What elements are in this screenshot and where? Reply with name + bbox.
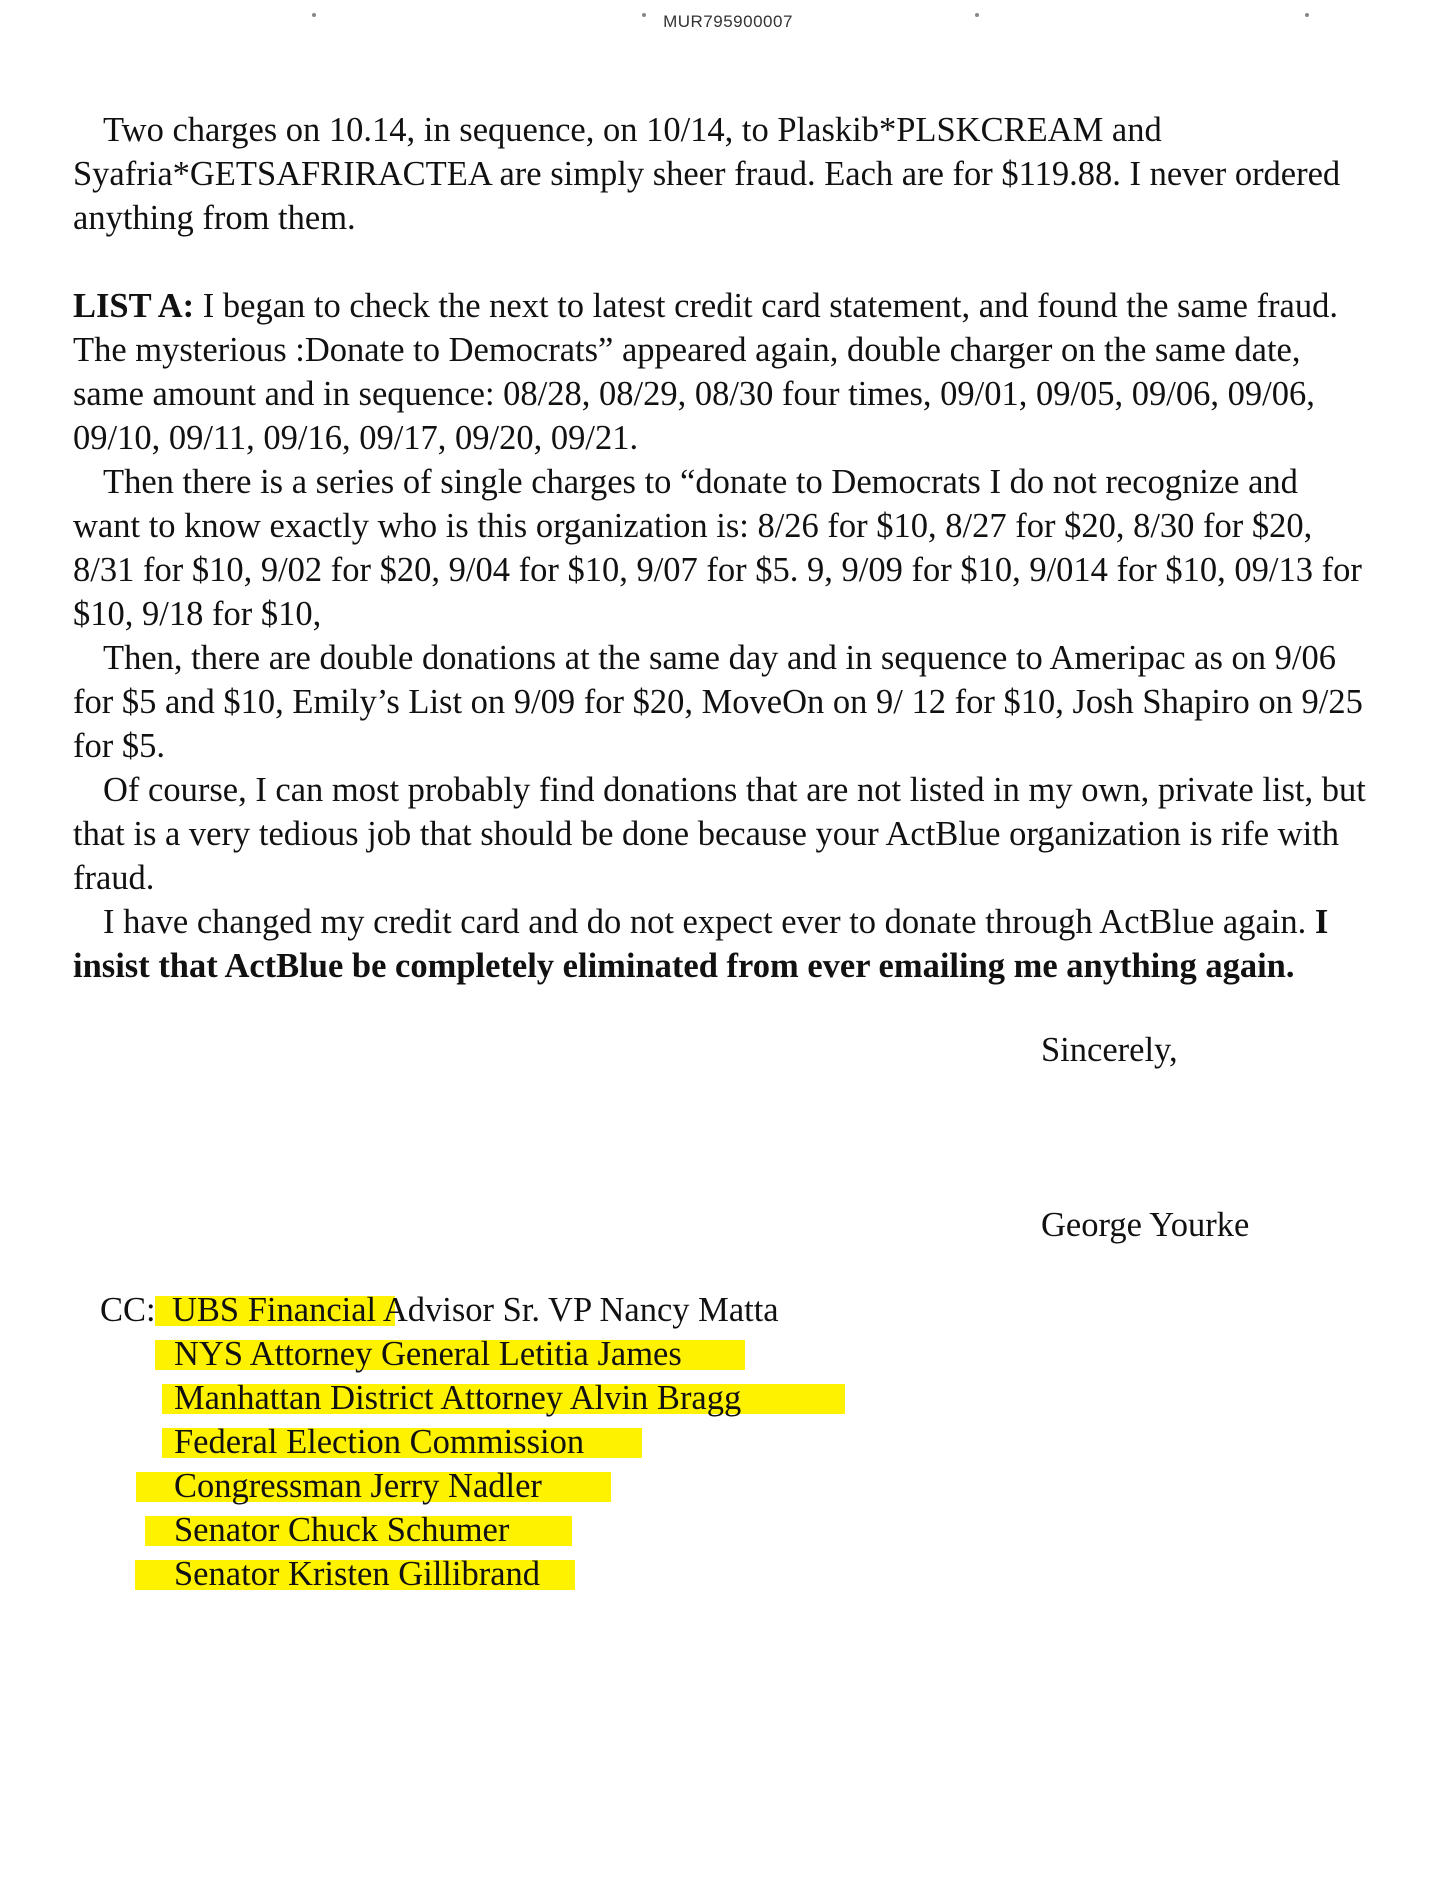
list-a-text: I began to check the next to latest credit card statement, and found the same fraud. The mysterious :Donate to Democrats” appeared again, double charger on the same date, same amount and in sequence: 08/28, 08/29, 08/30 four times, 09/01, 09/05, 09/06, 09/06, 09/10, 09/11, 09/16, 09/17, 09/20, 09/21.	[73, 287, 1338, 457]
paragraph-single-charges: Then there is a series of single charges to “donate to Democrats I do not recognize and want to know exactly who is this organization is: 8/26 for $10, 8/27 for $20, 8/30 for $20, 8/31 for $10, 9/02 for $20, 9/04 for $10, 9/07 for $5. 9, 9/09 for $10, 9/014 for $10, 09/13 for $10, 9/18 for $10,	[73, 463, 1362, 633]
paragraph-demand	[73, 900, 1373, 988]
cc-recipient: Senator Chuck Schumer	[174, 1511, 510, 1549]
scan-speck	[312, 13, 316, 17]
demand-text: I have changed my credit card and do not expect ever to donate through ActBlue again.	[103, 903, 1315, 941]
cc-recipient: UBS Financial Advisor Sr. VP Nancy Matta	[172, 1291, 779, 1329]
paragraph-list-a	[73, 284, 1373, 460]
letter-body	[73, 108, 1373, 988]
cc-recipient: Senator Kristen Gillibrand	[174, 1555, 541, 1593]
list-a-label: LIST A:	[73, 287, 195, 325]
scan-speck	[642, 13, 646, 17]
cc-recipient: NYS Attorney General Letitia James	[174, 1335, 682, 1373]
cc-recipient: Manhattan District Attorney Alvin Bragg	[174, 1379, 742, 1417]
paragraph-double-donations: Then, there are double donations at the same day and in sequence to Ameripac as on 9/06 for $5 and $10, Emily’s List on 9/09 for $20, MoveOn on 9/ 12 for $10, Josh Shapiro on 9/25 for $5.	[73, 639, 1363, 765]
scan-speck	[975, 13, 979, 17]
scan-speck	[1305, 13, 1309, 17]
demand-bold-text: I insist that ActBlue be completely eliminated from ever emailing me anything again.	[73, 903, 1329, 985]
paragraph-fraud-charges: Two charges on 10.14, in sequence, on 10/14, to Plaskib*PLSKCREAM and Syafria*GETSAFRIRACTEA are simply sheer fraud. Each are for $119.88. I never ordered anything from them.	[73, 111, 1341, 237]
closing: Sincerely,	[1041, 1031, 1178, 1069]
signature-name: George Yourke	[1041, 1206, 1250, 1244]
cc-label: CC:	[100, 1291, 156, 1329]
cc-recipient: Congressman Jerry Nadler	[174, 1467, 542, 1505]
paragraph-tedious-job: Of course, I can most probably find donations that are not listed in my own, private list, but that is a very tedious job that should be done because your ActBlue organization is rife with fraud.	[73, 771, 1366, 897]
document-id: MUR795900007	[663, 12, 793, 31]
cc-recipient: Federal Election Commission	[174, 1423, 585, 1461]
